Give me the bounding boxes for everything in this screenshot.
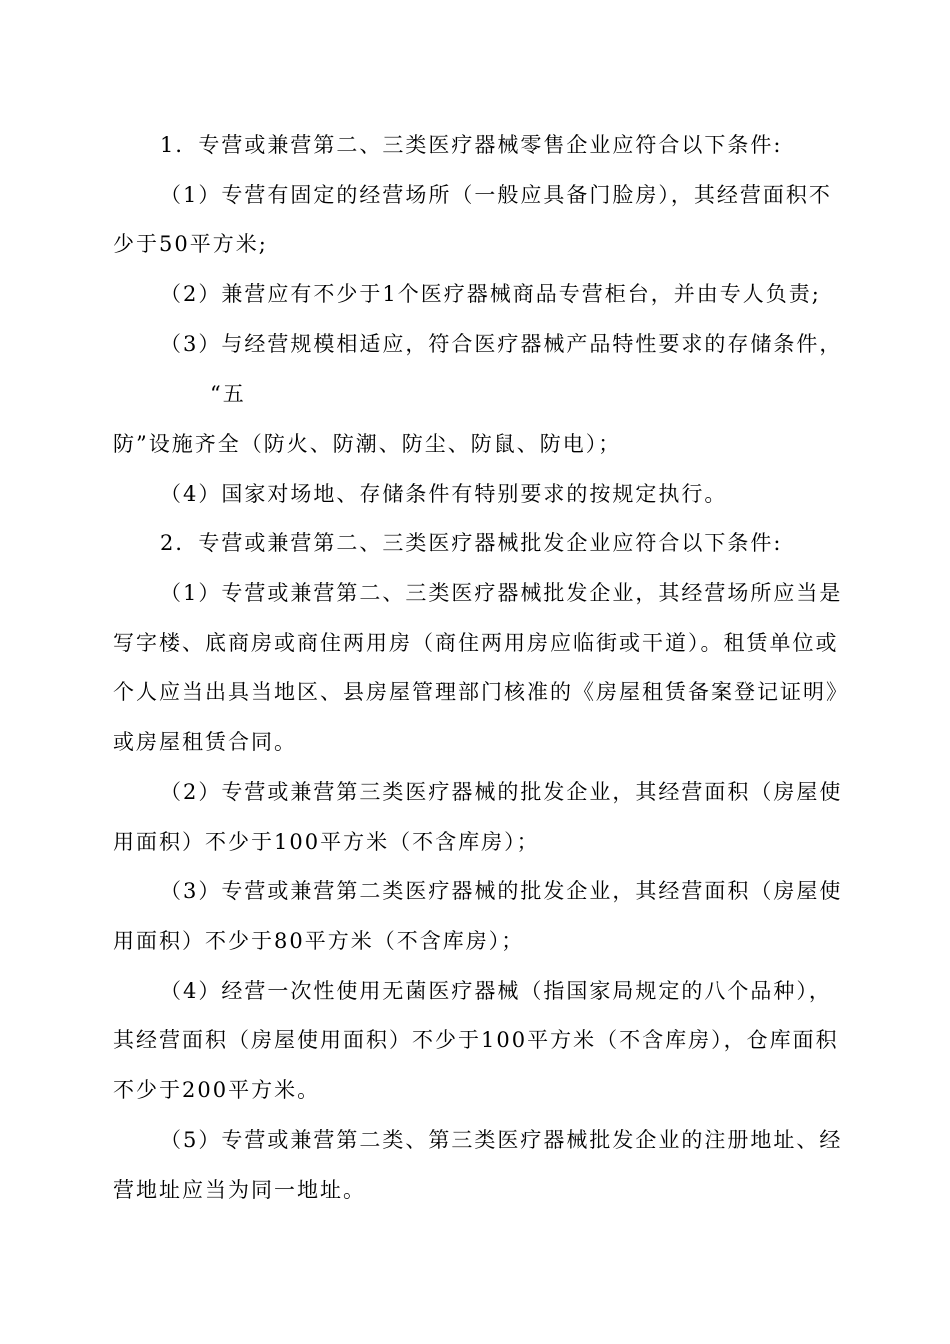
text-line: 防”设施齐全（防火、防潮、防尘、防鼠、防电）； <box>113 432 622 456</box>
text-line: （3）与经营规模相适应，符合医疗器械产品特性要求的存储条件， <box>160 332 843 356</box>
text-line: 其经营面积（房屋使用面积）不少于100平方米（不含库房），仓库面积 <box>113 1028 839 1052</box>
text-line: （1）专营或兼营第二、三类医疗器械批发企业，其经营场所应当是 <box>160 581 843 605</box>
text-line: 用面积）不少于80平方米（不含库房）； <box>113 929 525 953</box>
text-line: 或房屋租赁合同。 <box>113 730 297 754</box>
text-line: 不少于200平方米。 <box>113 1078 321 1102</box>
text-line: 2．专营或兼营第二、三类医疗器械批发企业应符合以下条件: <box>160 531 783 555</box>
text-line: （2）专营或兼营第三类医疗器械的批发企业，其经营面积（房屋使 <box>160 780 843 804</box>
text-line: （2）兼营应有不少于1个医疗器械商品专营柜台，并由专人负责; <box>160 282 821 306</box>
text-line: 写字楼、底商房或商住两用房（商住两用房应临街或干道）。租赁单位或 <box>113 631 839 655</box>
text-line: 用面积）不少于100平方米（不含库房）； <box>113 830 540 854</box>
text-line: 少于50平方米; <box>113 232 268 256</box>
text-line: （4）经营一次性使用无菌医疗器械（指国家局规定的八个品种）， <box>160 979 832 1003</box>
text-line: （5）专营或兼营第二类、第三类医疗器械批发企业的注册地址、经 <box>160 1128 843 1152</box>
text-line: “五 <box>210 382 246 406</box>
text-line: 营地址应当为同一地址。 <box>113 1178 366 1202</box>
text-line: 个人应当出具当地区、县房屋管理部门核准的《房屋租赁备案登记证明》 <box>113 680 849 704</box>
text-line: （4）国家对场地、存储条件有特别要求的按规定执行。 <box>160 482 728 506</box>
text-line: （3）专营或兼营第二类医疗器械的批发企业，其经营面积（房屋使 <box>160 879 843 903</box>
text-line: （1）专营有固定的经营场所（一般应具备门脸房），其经营面积不 <box>160 183 832 207</box>
text-line: 1．专营或兼营第二、三类医疗器械零售企业应符合以下条件: <box>160 133 783 157</box>
